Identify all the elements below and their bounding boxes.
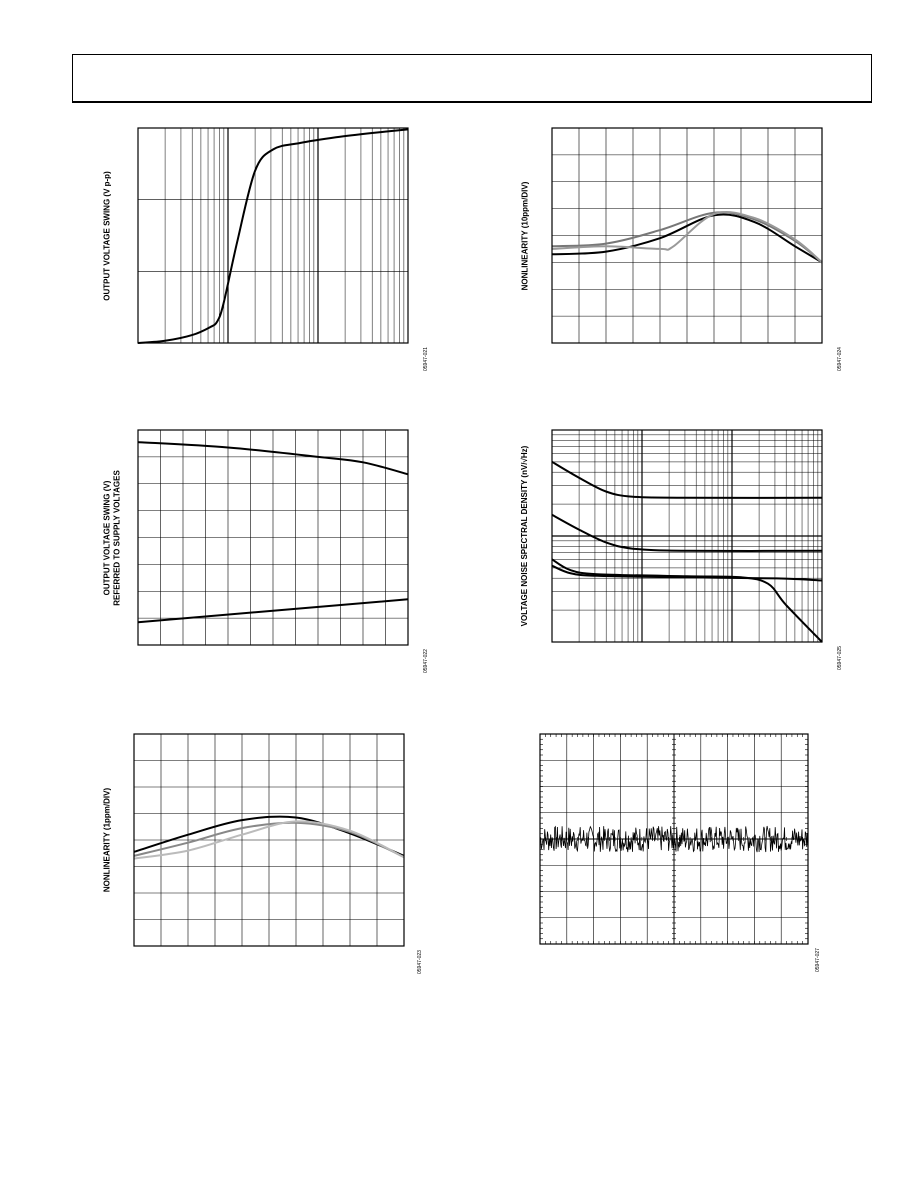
y-axis-label: OUTPUT VOLTAGE SWING (V) REFERRED TO SUPPLY VOLTAGES	[102, 469, 121, 606]
y-axis-label: NONLINEARITY (1ppm/DIV)	[102, 787, 111, 893]
c2-svg	[96, 420, 442, 680]
series-line-1	[552, 515, 822, 551]
series-line-2	[552, 559, 822, 642]
chart-output-swing-referred-to-supply	[96, 420, 442, 680]
grid	[134, 734, 404, 946]
figure-code: 05947-021	[423, 347, 429, 371]
chart-voltage-noise-spectral-density	[516, 420, 862, 680]
plot-frame	[138, 128, 408, 343]
y-axis-label: VOLTAGE NOISE SPECTRAL DENSITY (nV/√Hz)	[520, 445, 529, 627]
grid	[138, 128, 408, 343]
figure-code: 05947-023	[417, 950, 423, 974]
figure-code: 05947-025	[837, 646, 843, 670]
chart-noise-time-domain	[516, 724, 862, 990]
chart-output-swing-vs-frequency	[96, 118, 442, 378]
series-line-0	[138, 129, 408, 343]
chart-nonlinearity-10ppm	[516, 118, 862, 378]
c3-svg	[96, 724, 442, 990]
page-header-box	[72, 54, 872, 103]
figure-code: 05947-024	[837, 347, 843, 371]
figure-code: 05947-022	[423, 649, 429, 673]
c5-svg	[516, 420, 862, 680]
y-axis-label: NONLINEARITY (10ppm/DIV)	[520, 181, 529, 290]
figure-code: 05947-027	[815, 948, 821, 972]
c1-svg	[96, 118, 442, 378]
chart-nonlinearity-1ppm	[96, 724, 442, 990]
series-line-0	[552, 462, 822, 498]
y-axis-label: OUTPUT VOLTAGE SWING (V p-p)	[102, 170, 111, 301]
c6-svg	[516, 724, 862, 990]
c4-svg	[516, 118, 862, 378]
